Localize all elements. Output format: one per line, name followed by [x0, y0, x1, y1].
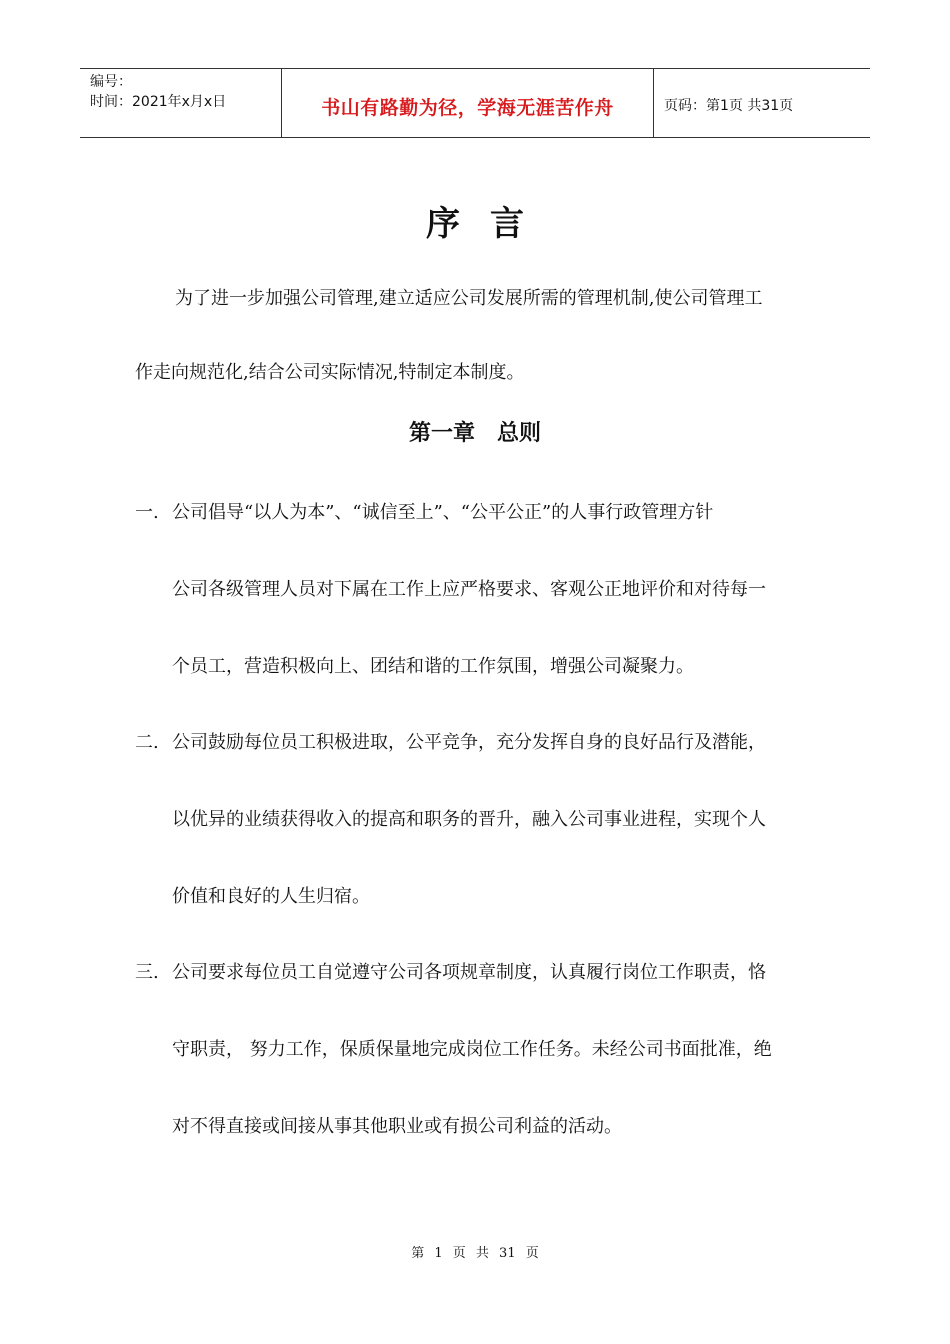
item-3-line-3: 对不得直接或间接从事其他职业或有损公司利益的活动。: [172, 1116, 622, 1137]
chapter-title: 第一章 总则: [408, 420, 541, 446]
item-3-number: 三.: [135, 962, 159, 983]
page-footer: 第 1 页 共 31 页: [411, 1246, 539, 1261]
item-2-line-2: 以优异的业绩获得收入的提高和职务的晋升，融入公司事业进程，实现个人: [172, 809, 766, 830]
page-title: 序言: [426, 204, 554, 244]
item-1-line-2: 公司各级管理人员对下属在工作上应严格要求、客观公正地评价和对待每一: [172, 579, 766, 600]
header-motto-cell: [282, 69, 654, 137]
item-3-line-1: 公司要求每位员工自觉遵守公司各项规章制度，认真履行岗位工作职责，恪: [172, 962, 766, 983]
doc-time-label: 时间：2021年x月x日: [90, 94, 227, 110]
header-page-label: 页码：第1页 共31页: [664, 98, 794, 114]
header-page-cell: [654, 69, 870, 137]
header-info-cell: [80, 69, 282, 137]
preface-line-2: 作走向规范化,结合公司实际情况,特制定本制度。: [135, 362, 525, 383]
item-1-number: 一.: [135, 502, 159, 523]
item-2-line-3: 价值和良好的人生归宿。: [172, 886, 370, 907]
item-1-line-1: 公司倡导“以人为本”、“诚信至上”、“公平公正”的人事行政管理方针: [172, 502, 714, 523]
header-motto: 书山有路勤为径，学海无涯苦作舟: [321, 97, 614, 119]
document-header: [80, 68, 870, 138]
item-2-line-1: 公司鼓励每位员工积极进取，公平竞争，充分发挥自身的良好品行及潜能，: [172, 732, 766, 753]
item-2-number: 二.: [135, 732, 159, 753]
item-3-line-2: 守职责， 努力工作，保质保量地完成岗位工作任务。未经公司书面批准，绝: [172, 1039, 772, 1060]
doc-code-label: 编号：: [90, 74, 132, 90]
item-1-line-3: 个员工，营造积极向上、团结和谐的工作氛围，增强公司凝聚力。: [172, 656, 694, 677]
preface-line-1: 为了进一步加强公司管理,建立适应公司发展所需的管理机制,使公司管理工: [175, 288, 763, 309]
